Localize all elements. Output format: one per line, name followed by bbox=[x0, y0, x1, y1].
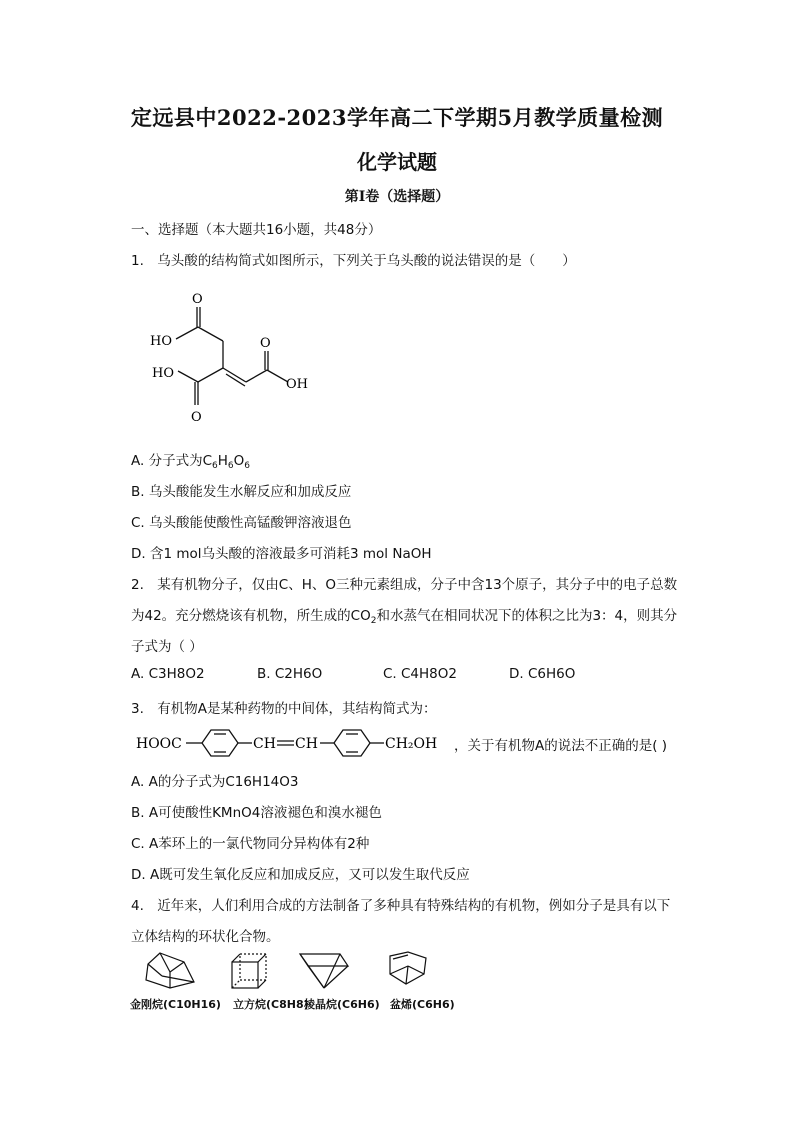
q1-stem bbox=[131, 249, 576, 269]
q4-label-adamantane: 金刚烷(C10H16) bbox=[130, 998, 221, 1011]
q4-stem-line2: 立体结构的环状化合物。 bbox=[131, 929, 280, 945]
q4-stem-line1: 4. 近年来，人们利用合成的方法制备了多种具有特殊结构的有机物，例如分子是具有以下 bbox=[131, 898, 671, 914]
q1-struct-o-bottom: O bbox=[191, 410, 202, 425]
cubane-figure bbox=[232, 954, 266, 988]
q3-option-b: B. A可使酸性KMnO4溶液褪色和溴水褪色 bbox=[131, 805, 382, 821]
q4-label-cubane: 立方烷(C8H8) bbox=[233, 998, 309, 1011]
q2-stem-line1: 2. 某有机物分子，仅由C、H、O三种元素组成，分子中含13个原子，其分子中的电子总数 bbox=[131, 577, 678, 593]
q1-option-d: D. 含1 mol乌头酸的溶液最多可消耗3 mol NaOH bbox=[131, 546, 432, 562]
q2-option-d: D. C6H6O bbox=[509, 666, 576, 682]
q1-struct-ho-lower: HO bbox=[152, 366, 174, 381]
q4-labels bbox=[130, 996, 455, 1012]
benzvalene-figure bbox=[390, 952, 426, 984]
q1-option-c: C. 乌头酸能使酸性高锰酸钾溶液退色 bbox=[131, 515, 352, 531]
q1-number: 1. bbox=[131, 253, 144, 269]
q2-option-b: B. C2H6O bbox=[257, 666, 323, 682]
q2-option-c: C. C4H8O2 bbox=[383, 666, 457, 682]
q3-stem: 3. 有机物A是某种药物的中间体，其结构简式为： bbox=[131, 701, 437, 717]
q3-stem-tail: ，关于有机物A的说法不正确的是( ) bbox=[454, 738, 668, 754]
q2-number: 2. bbox=[131, 577, 144, 593]
q2-stem-line2: 为42。充分燃烧该有机物，所生成的$CO_2$和水蒸气在相同状况下的体积之比为3：4，则其分 bbox=[131, 608, 678, 626]
q3-option-c: C. A苯环上的一氯代物同分异构体有2种 bbox=[131, 836, 370, 852]
prismane-figure bbox=[300, 954, 348, 988]
q1-struct-o-top: O bbox=[192, 292, 203, 307]
q4-number: 4. bbox=[131, 898, 144, 914]
q4-label-prismane: 棱晶烷(C6H6) bbox=[304, 998, 380, 1011]
q1-text: 乌头酸的结构简式如图所示，下列关于乌头酸的说法错误的是（ ） bbox=[157, 253, 576, 269]
q3-struct-ch1: CH bbox=[253, 736, 276, 752]
q1-option-b: B. 乌头酸能发生水解反应和加成反应 bbox=[131, 484, 352, 500]
q4-label-benzvalene: 盆烯(C6H6) bbox=[390, 998, 455, 1011]
q4-cage-structures bbox=[140, 950, 450, 992]
volume-heading: 第Ⅰ卷（选择题） bbox=[344, 189, 450, 205]
q1-option-a: A. 分子式为$C_6H_6O_6$ bbox=[131, 453, 251, 471]
q2-options bbox=[131, 666, 575, 682]
exam-subtitle: 化学试题 bbox=[357, 150, 437, 174]
q1-struct-o-right: O bbox=[260, 336, 271, 351]
aconitic-acid-structure bbox=[140, 285, 330, 435]
q2-option-a: A. C3H8O2 bbox=[131, 666, 205, 682]
q3-option-d: D. A既可发生氧化反应和加成反应，又可以发生取代反应 bbox=[131, 867, 470, 883]
section-heading: 一、选择题（本大题共16小题，共48分） bbox=[131, 222, 382, 238]
exam-title: 定远县中2022-2023学年高二下学期5月教学质量检测 bbox=[130, 105, 664, 130]
q3-number: 3. bbox=[131, 701, 144, 717]
q1-struct-oh-right: OH bbox=[286, 377, 308, 392]
q3-struct-ch2: CH bbox=[295, 736, 318, 752]
q3-option-a: A. A的分子式为C16H14O3 bbox=[131, 774, 299, 790]
q3-struct-ch2oh: CH₂OH bbox=[385, 736, 438, 752]
q1-struct-ho-upper: HO bbox=[150, 334, 172, 349]
adamantane-figure bbox=[146, 953, 194, 988]
q3-struct-hooc: HOOC bbox=[136, 736, 182, 752]
q2-stem-line3: 子式为（ ） bbox=[131, 639, 203, 655]
compound-a-structure bbox=[134, 722, 454, 762]
